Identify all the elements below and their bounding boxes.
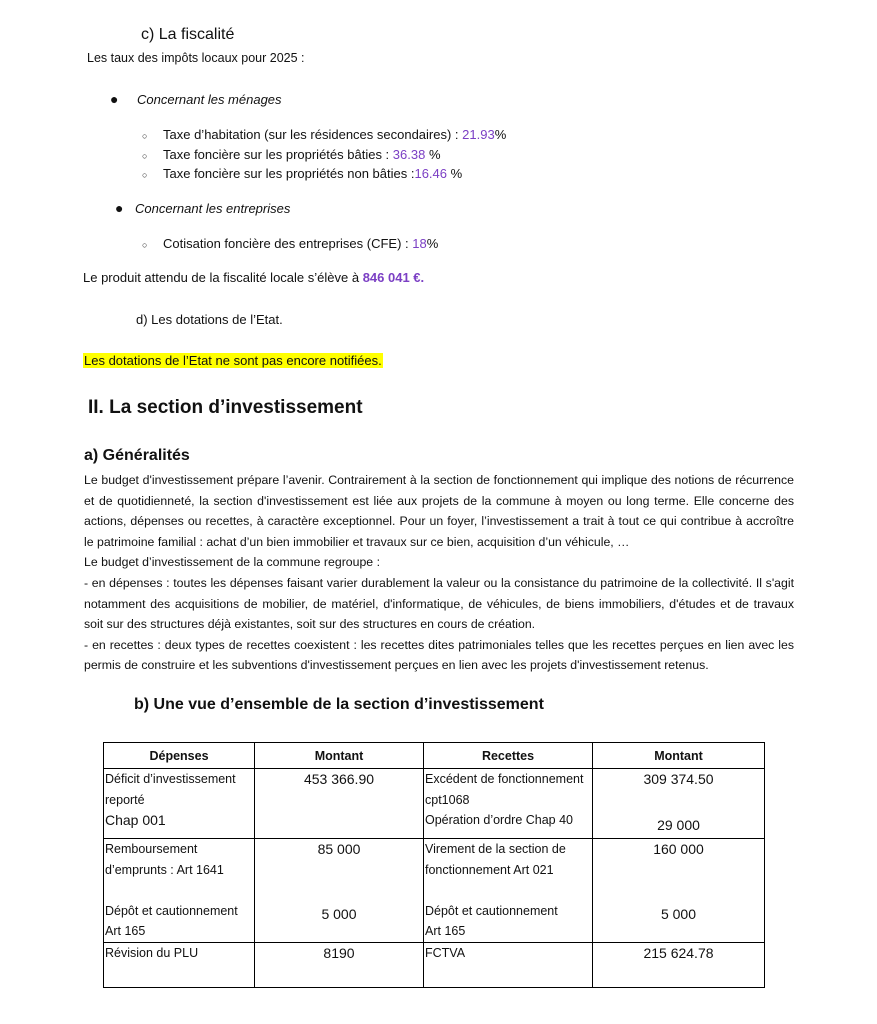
taux-item: Taxe d’habitation (sur les résidences secondaires) : 21.93% xyxy=(163,127,507,142)
taux-item: Taxe foncière sur les propriétés bâties : 36.38 % xyxy=(163,147,441,162)
section-heading-fiscalite: c) La fiscalité xyxy=(141,26,235,43)
recette-cell: FCTVA xyxy=(424,943,593,988)
bullet-entreprises: Concernant les entreprises xyxy=(135,201,291,216)
montant-cell: 8190 xyxy=(255,943,424,988)
investment-table xyxy=(103,742,765,988)
depense-cell: Révision du PLU xyxy=(104,943,255,988)
depense-cell: Remboursement d’emprunts : Art 1641 Dépôt et cautionnement Art 165 xyxy=(104,839,255,943)
fiscalite-intro: Les taux des impôts locaux pour 2025 : xyxy=(87,51,305,65)
bullet-icon: ● xyxy=(110,91,119,107)
table-row xyxy=(104,943,765,988)
taux-item: Taxe foncière sur les propriétés non bâties :16.46 % xyxy=(163,166,463,181)
circle-bullet-icon: ○ xyxy=(142,240,148,250)
header-recettes: Recettes xyxy=(424,743,593,769)
header-montant: Montant xyxy=(593,743,765,769)
bullet-icon: ● xyxy=(115,200,124,216)
produit-fiscalite: Le produit attendu de la fiscalité locale s’élève à 846 041 €. xyxy=(83,270,425,285)
table-row xyxy=(104,839,765,943)
subheading-vue-ensemble: b) Une vue d’ensemble de la section d’investissement xyxy=(134,696,544,713)
circle-bullet-icon: ○ xyxy=(142,131,148,141)
montant-cell: 85 000 5 000 xyxy=(255,839,424,943)
montant-cell: 309 374.50 29 000 xyxy=(593,769,765,839)
generalites-text xyxy=(84,470,794,676)
circle-bullet-icon: ○ xyxy=(142,170,148,180)
table-header-row xyxy=(104,743,765,769)
circle-bullet-icon: ○ xyxy=(142,151,148,161)
header-depenses: Dépenses xyxy=(104,743,255,769)
highlighted-note: Les dotations de l’Etat ne sont pas encore notifiées. xyxy=(84,353,382,368)
recette-cell: Virement de la section de fonctionnement Art 021 Dépôt et cautionnement Art 165 xyxy=(424,839,593,943)
depense-cell: Déficit d’investissement reporté Chap 001 xyxy=(104,769,255,839)
subheading-generalites: a) Généralités xyxy=(84,447,190,464)
paragraph: - en recettes : deux types de recettes coexistent : les recettes dites patrimoniales telles que les recettes perçues en lien avec les permis de construire et les subventions d'investissement perçues en lien avec les projets d'investissement retenus. xyxy=(84,637,794,673)
section-heading-dotations: d) Les dotations de l’Etat. xyxy=(136,312,283,327)
header-montant: Montant xyxy=(255,743,424,769)
bullet-menages: Concernant les ménages xyxy=(137,92,282,107)
section-title-investissement: II. La section d’investissement xyxy=(88,397,363,418)
table-row xyxy=(104,769,765,839)
montant-cell: 453 366.90 xyxy=(255,769,424,839)
montant-cell: 215 624.78 xyxy=(593,943,765,988)
recette-cell: Excédent de fonctionnement cpt1068 Opération d’ordre Chap 40 xyxy=(424,769,593,839)
taux-item: Cotisation foncière des entreprises (CFE) : 18% xyxy=(163,236,439,251)
montant-cell: 160 000 5 000 xyxy=(593,839,765,943)
paragraph: Le budget d’investissement de la commune regroupe : xyxy=(84,555,380,570)
paragraph: - en dépenses : toutes les dépenses faisant varier durablement la valeur ou la consistance du patrimoine de la collectivité. Il s'agit notamment des acquisitions de mobilier, de matériel, d'informatique, de véhicules, de biens immobiliers, d'études et de travaux soit sur des structures déjà existantes, soit sur des structures en cours de création. xyxy=(84,575,794,632)
paragraph: Le budget d'investissement prépare l’avenir. Contrairement à la section de fonctionnement qui implique des notions de récurrence et de quotidienneté, la section d'investissement est liée aux projets de la commune à moyen ou long terme. Elle concerne des actions, dépenses ou recettes, à caractère exceptionnel. Pour un foyer, l’investissement a trait à tout ce qui contribue à accroître le patrimoine familial : achat d’un bien immobilier et travaux sur ce bien, acquisition d’un véhicule, … xyxy=(84,473,794,549)
